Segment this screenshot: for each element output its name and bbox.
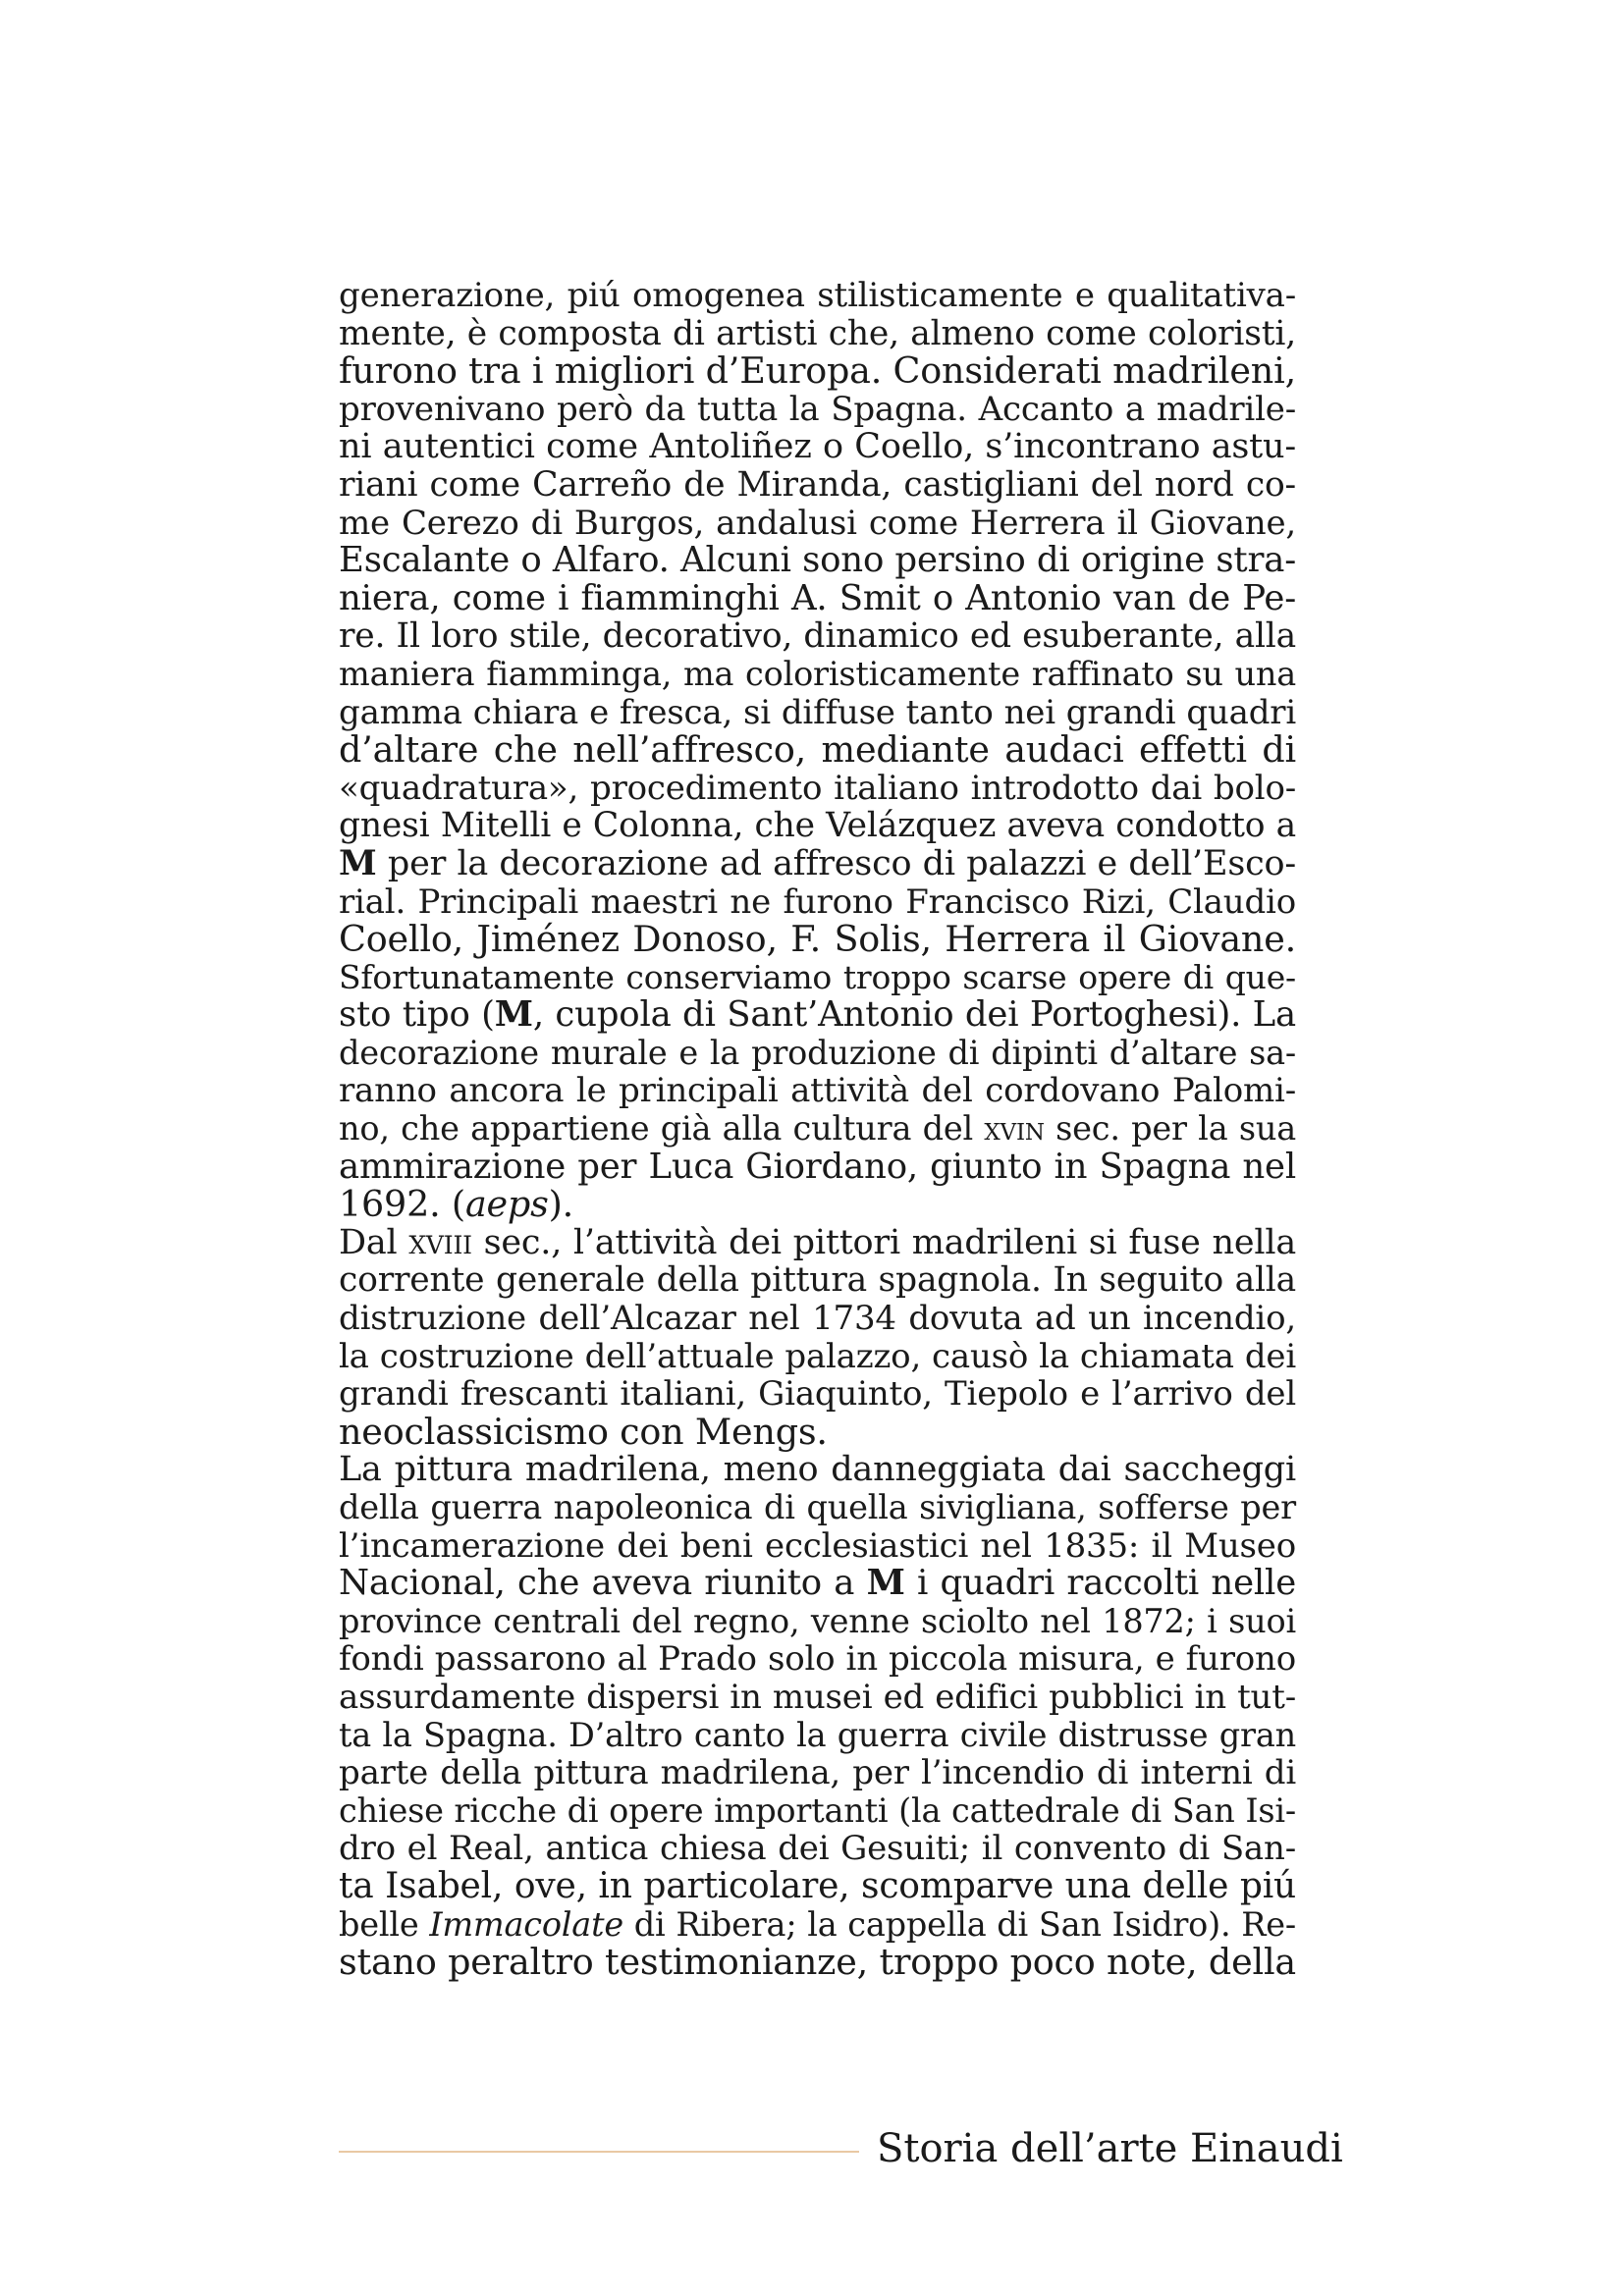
- century-smallcaps: xviii: [408, 1222, 472, 1262]
- text-fragment: , cupola di Sant’Antonio dei Portoghesi). La: [532, 994, 1296, 1036]
- text-line: generazione, piú omogenea stilisticamente e qualitativa-: [339, 276, 1296, 315]
- body-text: [339, 277, 1296, 1982]
- text-line: province centrali del regno, venne sciolto nel 1872; i suoi: [339, 1601, 1296, 1640]
- text-line: assurdamente dispersi in musei ed edifici pubblici in tut-: [339, 1677, 1296, 1717]
- text-line: parte della pittura madrilena, per l’incendio di interni di: [339, 1753, 1296, 1793]
- footer-rule: [339, 2151, 859, 2153]
- text-line: l’incamerazione dei beni ecclesiastici nel 1835: il Museo: [339, 1525, 1296, 1566]
- text-fragment: di Ribera; la cappella di San Isidro). Re-: [622, 1904, 1296, 1944]
- text-line: re. Il loro stile, decorativo, dinamico ed esuberante, alla: [339, 616, 1296, 657]
- text-line: gnesi Mitelli e Colonna, che Velázquez aveva condotto a: [339, 806, 1296, 846]
- text-line: mente, è composta di artisti che, almeno come coloristi,: [339, 313, 1296, 353]
- text-line: la costruzione dell’attuale palazzo, causò la chiamata dei: [339, 1336, 1296, 1376]
- text-line: rial. Principali maestri ne furono Francisco Rizi, Claudio: [339, 881, 1296, 922]
- text-line: Escalante o Alfaro. Alcuni sono persino di origine stra-: [339, 540, 1296, 581]
- city-abbreviation: M: [339, 842, 377, 883]
- city-abbreviation: M: [494, 994, 533, 1036]
- text-line: Sfortunatamente conserviamo troppo scarse opere di que-: [339, 957, 1296, 996]
- text-line: [339, 996, 1296, 1035]
- text-line: d’altare che nell’affresco, mediante audaci effetti di: [339, 728, 1296, 772]
- text-line: corrente generale della pittura spagnola. In seguito alla: [339, 1260, 1296, 1301]
- text-line: Coello, Jiménez Donoso, F. Solis, Herrera il Giovane.: [339, 918, 1296, 961]
- text-fragment: Nacional, che aveva riunito a: [339, 1563, 867, 1604]
- text-line: riani come Carreño de Miranda, castigliani del nord co-: [339, 464, 1296, 505]
- text-line: [339, 842, 1296, 883]
- text-fragment: sec., l’attività dei pittori madrileni si fuse nella: [471, 1222, 1296, 1262]
- text-fragment: no, che appartiene già alla cultura del: [339, 1109, 985, 1148]
- text-fragment: ).: [548, 1183, 574, 1226]
- text-line: niera, come i fiamminghi A. Smit o Antonio van de Pe-: [339, 577, 1296, 618]
- text-line: [339, 1183, 1296, 1226]
- text-fragment: belle: [339, 1904, 430, 1944]
- text-line: ni autentici come Antoliñez o Coello, s’incontrano astu-: [339, 427, 1296, 467]
- text-line: neoclassicismo con Mengs.: [339, 1410, 828, 1453]
- text-line: ammirazione per Luca Giordano, giunto in Spagna nel: [339, 1146, 1296, 1187]
- text-line: provenivano però da tutta la Spagna. Accanto a madrile-: [339, 389, 1296, 429]
- text-line: chiese ricche di opere importanti (la cattedrale di San Isi-: [339, 1790, 1296, 1830]
- text-line: [339, 1110, 1296, 1148]
- text-line: ta la Spagna. D’altro canto la guerra civile distrusse gran: [339, 1715, 1296, 1754]
- artwork-title: Immacolate: [429, 1904, 623, 1944]
- text-line: ranno ancora le principali attività del cordovano Palomi-: [339, 1071, 1296, 1111]
- text-line: furono tra i migliori d’Europa. Considerati madrileni,: [339, 349, 1296, 393]
- text-line: stano peraltro testimonianze, troppo poco note, della: [339, 1941, 1296, 1984]
- text-fragment: i quadri raccolti nelle: [904, 1563, 1297, 1604]
- text-line: distruzione dell’Alcazar nel 1734 dovuta ad un incendio,: [339, 1299, 1296, 1339]
- text-fragment: 1692. (: [339, 1183, 465, 1226]
- city-abbreviation: M: [866, 1563, 905, 1604]
- text-fragment: sto tipo (: [339, 994, 495, 1036]
- text-line: fondi passarono al Prado solo in piccola misura, e furono: [339, 1639, 1296, 1680]
- text-line: ta Isabel, ove, in particolare, scomparve una delle piú: [339, 1865, 1296, 1906]
- text-line: dro el Real, antica chiesa dei Gesuiti; il convento di San-: [339, 1829, 1296, 1869]
- text-fragment: per la decorazione ad affresco di palazzi e dell’Esco-: [376, 843, 1296, 883]
- text-fragment: Dal: [339, 1222, 409, 1262]
- text-line: [339, 1906, 1296, 1945]
- text-line: grandi frescanti italiani, Giaquinto, Tiepolo e l’arrivo del: [339, 1374, 1296, 1415]
- text-line: decorazione murale e la produzione di dipinti d’altare sa-: [339, 1033, 1296, 1072]
- footer-publication-title: Storia dell’arte Einaudi: [877, 2126, 1343, 2171]
- text-line: me Cerezo di Burgos, andalusi come Herrera il Giovane,: [339, 503, 1296, 543]
- text-line: della guerra napoleonica di quella sivigliana, sofferse per: [339, 1488, 1296, 1526]
- text-line: «quadratura», procedimento italiano introdotto dai bolo-: [339, 768, 1296, 808]
- author-initials: aeps: [464, 1183, 549, 1226]
- century-smallcaps: xvin: [984, 1109, 1045, 1148]
- text-line: La pittura madrilena, meno danneggiata dai saccheggi: [339, 1450, 1296, 1490]
- text-fragment: sec. per la sua: [1044, 1109, 1296, 1148]
- text-line: gamma chiara e fresca, si diffuse tanto nei grandi quadri: [339, 692, 1296, 732]
- text-line: maniera fiamminga, ma coloristicamente raffinato su una: [339, 654, 1296, 693]
- text-line: [339, 1224, 1296, 1262]
- text-line: [339, 1565, 1296, 1603]
